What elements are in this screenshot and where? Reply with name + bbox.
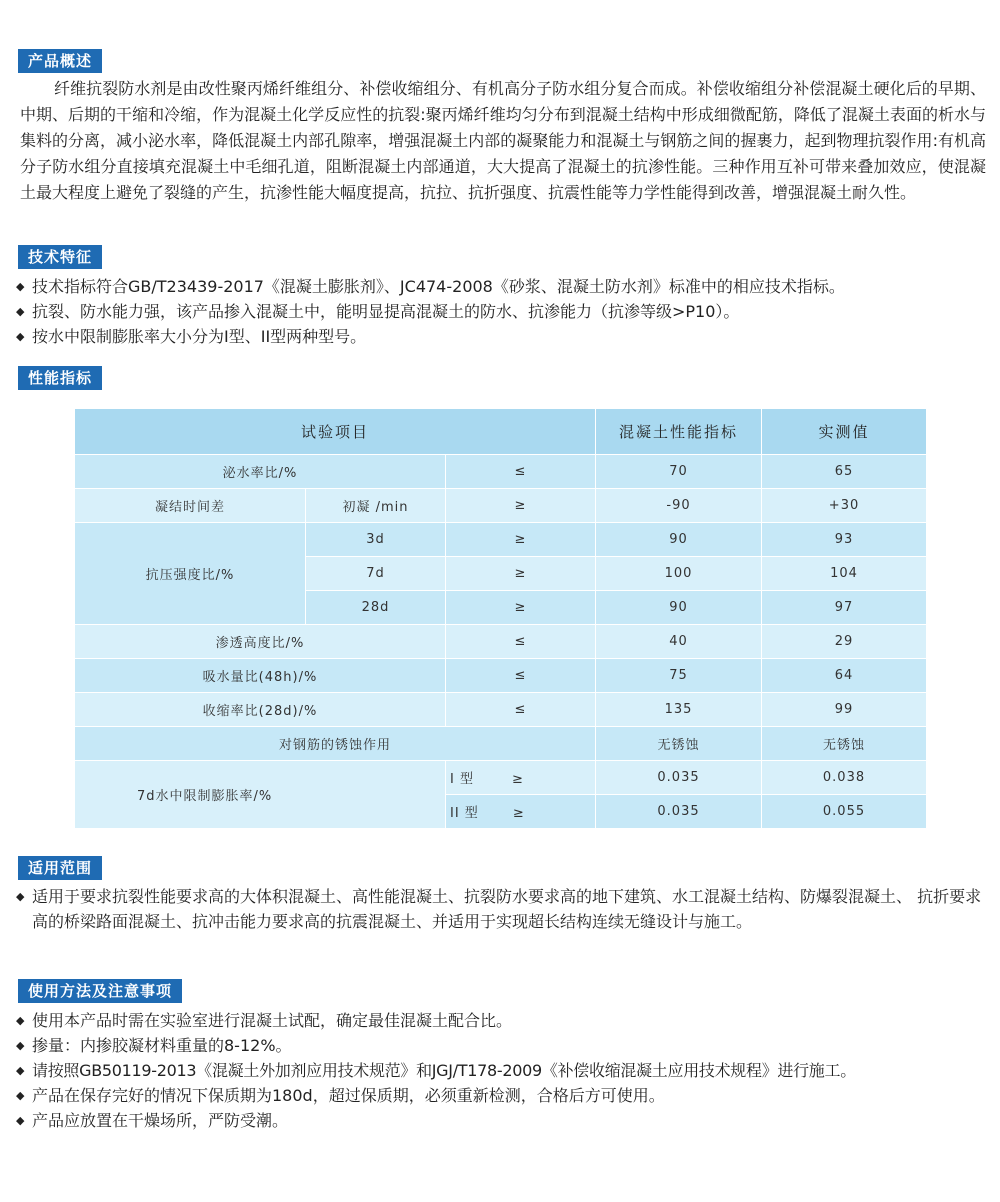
diamond-bullet-icon: ◆ (16, 1014, 25, 1027)
list-item: ◆ 产品在保存完好的情况下保质期为180d，超过保质期，必须重新检测，合格后方可使用。 (16, 1083, 996, 1108)
operator: ≤ (446, 659, 596, 693)
usage-list (16, 1008, 996, 1133)
header-spec: 混凝土性能指标 (596, 409, 762, 455)
measured-value: 0.038 (762, 761, 927, 795)
list-item: ◆ 抗裂、防水能力强，该产品掺入混凝土中，能明显提高混凝土的防水、抗渗能力（抗渗等级>P10）。 (16, 299, 996, 324)
spec-value: 40 (596, 625, 762, 659)
list-item: ◆ 适用于要求抗裂性能要求高的大体积混凝土、高性能混凝土、抗裂防水要求高的地下建筑、水工混凝土结构、防爆裂混凝土、 抗折要求高的桥梁路面混凝土、抗冲击能力要求高的抗震混凝土、并适用于实现超长结构连续无缝设计与施工。 (16, 884, 996, 934)
measured-value: 99 (762, 693, 927, 727)
list-item: ◆ 按水中限制膨胀率大小分为I型、II型两种型号。 (16, 324, 996, 349)
measured-value: +30 (762, 489, 927, 523)
overview-paragraph: 纤维抗裂防水剂是由改性聚丙烯纤维组分、补偿收缩组分、有机高分子防水组分复合而成。补偿收缩组分补偿混凝土硬化后的早期、中期、后期的干缩和冷缩，作为混凝土化学反应性的抗裂:聚丙烯纤维均匀分布到混凝土结构中形成细微配筋，降低了混凝土表面的析水与集料的分离，减小泌水率，降低混凝土内部孔隙率，增强混凝土内部的凝聚能力和混凝土与钢筋之间的握裹力，起到物理抗裂作用:有机高分子防水组分直接填充混凝土中毛细孔道，阻断混凝土内部通道，大大提高了混凝土的抗渗性能。三种作用互补可带来叠加效应，使混凝土最大程度上避免了裂缝的产生，抗渗性能大幅度提高，抗拉、抗折强度、抗震性能等力学性能得到改善，增强混凝土耐久性。 (20, 79, 986, 202)
spec-value: -90 (596, 489, 762, 523)
table-row (75, 659, 927, 693)
table-row (75, 693, 927, 727)
operator: ≥ (446, 557, 596, 591)
scope-list (16, 884, 996, 934)
operator: ≤ (446, 693, 596, 727)
diamond-bullet-icon: ◆ (16, 330, 25, 343)
spec-value: 100 (596, 557, 762, 591)
spec-value: 75 (596, 659, 762, 693)
row-sublabel: I 型 ≥ (446, 761, 596, 795)
section-title-overview: 产品概述 (18, 49, 102, 73)
header-measured: 实测值 (762, 409, 927, 455)
table-row (75, 625, 927, 659)
row-label: 对钢筋的锈蚀作用 (75, 727, 596, 761)
measured-value: 93 (762, 523, 927, 557)
row-label: 7d水中限制膨胀率/% (75, 761, 446, 829)
table-row (75, 489, 927, 523)
table-row (75, 761, 927, 795)
header-test-item: 试验项目 (75, 409, 596, 455)
row-label: 凝结时间差 (75, 489, 306, 523)
section-title-performance: 性能指标 (18, 366, 102, 390)
performance-table (74, 408, 927, 829)
measured-value: 29 (762, 625, 927, 659)
section-title-usage: 使用方法及注意事项 (18, 979, 182, 1003)
diamond-bullet-icon: ◆ (16, 890, 25, 903)
section-title-scope: 适用范围 (18, 856, 102, 880)
measured-value: 无锈蚀 (762, 727, 927, 761)
list-item: ◆ 技术指标符合GB/T23439-2017《混凝土膨胀剂》、JC474-2008《砂浆、混凝土防水剂》标准中的相应技术指标。 (16, 274, 996, 299)
row-label: 渗透高度比/% (75, 625, 446, 659)
spec-value: 135 (596, 693, 762, 727)
operator: ≤ (446, 455, 596, 489)
measured-value: 65 (762, 455, 927, 489)
row-label: 收缩率比(28d)/% (75, 693, 446, 727)
row-sublabel: 初凝 /min (306, 489, 446, 523)
measured-value: 0.055 (762, 795, 927, 829)
list-item: ◆ 掺量：内掺胶凝材料重量的8-12%。 (16, 1033, 996, 1058)
list-item: ◆ 产品应放置在干燥场所，严防受潮。 (16, 1108, 996, 1133)
row-sublabel: 28d (306, 591, 446, 625)
operator: ≥ (446, 591, 596, 625)
section-title-features: 技术特征 (18, 245, 102, 269)
list-item: ◆ 使用本产品时需在实验室进行混凝土试配，确定最佳混凝土配合比。 (16, 1008, 996, 1033)
spec-value: 0.035 (596, 795, 762, 829)
diamond-bullet-icon: ◆ (16, 1114, 25, 1127)
table-row (75, 523, 927, 557)
row-sublabel: 3d (306, 523, 446, 557)
spec-value: 90 (596, 591, 762, 625)
spec-value: 0.035 (596, 761, 762, 795)
diamond-bullet-icon: ◆ (16, 280, 25, 293)
row-sublabel: 7d (306, 557, 446, 591)
diamond-bullet-icon: ◆ (16, 1039, 25, 1052)
measured-value: 104 (762, 557, 927, 591)
diamond-bullet-icon: ◆ (16, 1064, 25, 1077)
row-label: 吸水量比(48h)/% (75, 659, 446, 693)
spec-value: 90 (596, 523, 762, 557)
operator: ≤ (446, 625, 596, 659)
list-item: ◆ 请按照GB50119-2013《混凝土外加剂应用技术规范》和JGJ/T178-2009《补偿收缩混凝土应用技术规程》进行施工。 (16, 1058, 996, 1083)
operator: ≥ (446, 523, 596, 557)
diamond-bullet-icon: ◆ (16, 305, 25, 318)
table-row (75, 727, 927, 761)
row-label: 抗压强度比/% (75, 523, 306, 625)
spec-value: 70 (596, 455, 762, 489)
operator: ≥ (446, 489, 596, 523)
spec-value: 无锈蚀 (596, 727, 762, 761)
features-list (16, 274, 996, 349)
row-label: 泌水率比/% (75, 455, 446, 489)
row-sublabel: II 型 ≥ (446, 795, 596, 829)
table-row (75, 455, 927, 489)
table-header-row (75, 409, 927, 455)
diamond-bullet-icon: ◆ (16, 1089, 25, 1102)
measured-value: 97 (762, 591, 927, 625)
measured-value: 64 (762, 659, 927, 693)
